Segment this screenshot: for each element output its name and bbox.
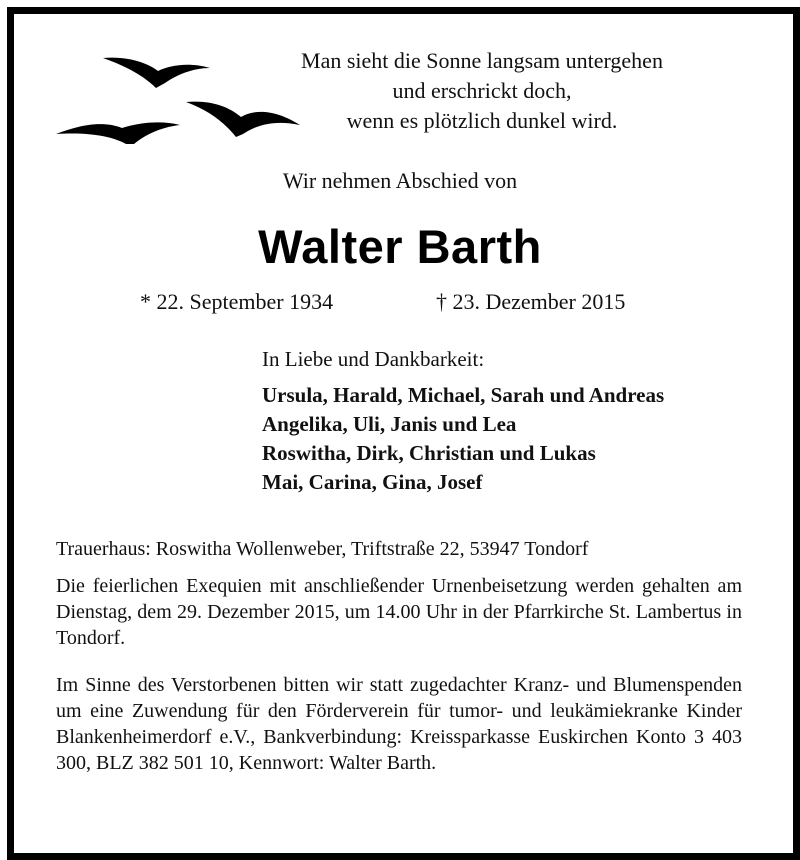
mourning-house: Trauerhaus: Roswitha Wollenweber, Triftstraße 22, 53947 Tondorf [56, 538, 589, 560]
donation-info: Im Sinne des Verstorbenen bitten wir statt zugedachter Kranz- und Blumenspenden um eine Zuwendung für den Förderverein für tumor- und leukämiekranke Kinder Blankenheimerdorf e.V., Bankverbindung: Kreissparkasse Euskirchen Konto 3 403 300, BLZ 382 501 10, Kennwort: Walter Barth. [56, 674, 742, 774]
mourners-line: Roswitha, Dirk, Christian und Lukas [262, 441, 596, 465]
mourners-line: Ursula, Harald, Michael, Sarah und Andreas [262, 383, 665, 407]
poem [262, 46, 702, 136]
bird-icon [56, 122, 180, 144]
birth-date: * 22. September 1934 [140, 289, 334, 314]
deceased-name: Walter Barth [258, 220, 542, 273]
poem-line: wenn es plötzlich dunkel wird. [346, 108, 618, 133]
service-info: Die feierlichen Exequien mit anschließender Urnenbeisetzung werden gehalten am Dienstag, dem 29. Dezember 2015, um 14.00 Uhr in der Pfarrkirche St. Lambertus in Tondorf. [56, 575, 742, 649]
bird-icon [103, 58, 210, 88]
death-date: † 23. Dezember 2015 [436, 289, 626, 314]
poem-line: Man sieht die Sonne langsam untergehen [301, 48, 663, 73]
mourners-list [262, 381, 664, 497]
mourners-line: Mai, Carina, Gina, Josef [262, 470, 483, 494]
mourners-line: Angelika, Uli, Janis und Lea [262, 412, 517, 436]
poem-line: und erschrickt doch, [392, 78, 572, 103]
mourners-heading: In Liebe und Dankbarkeit: [262, 347, 485, 371]
farewell-intro: Wir nehmen Abschied von [282, 168, 518, 193]
